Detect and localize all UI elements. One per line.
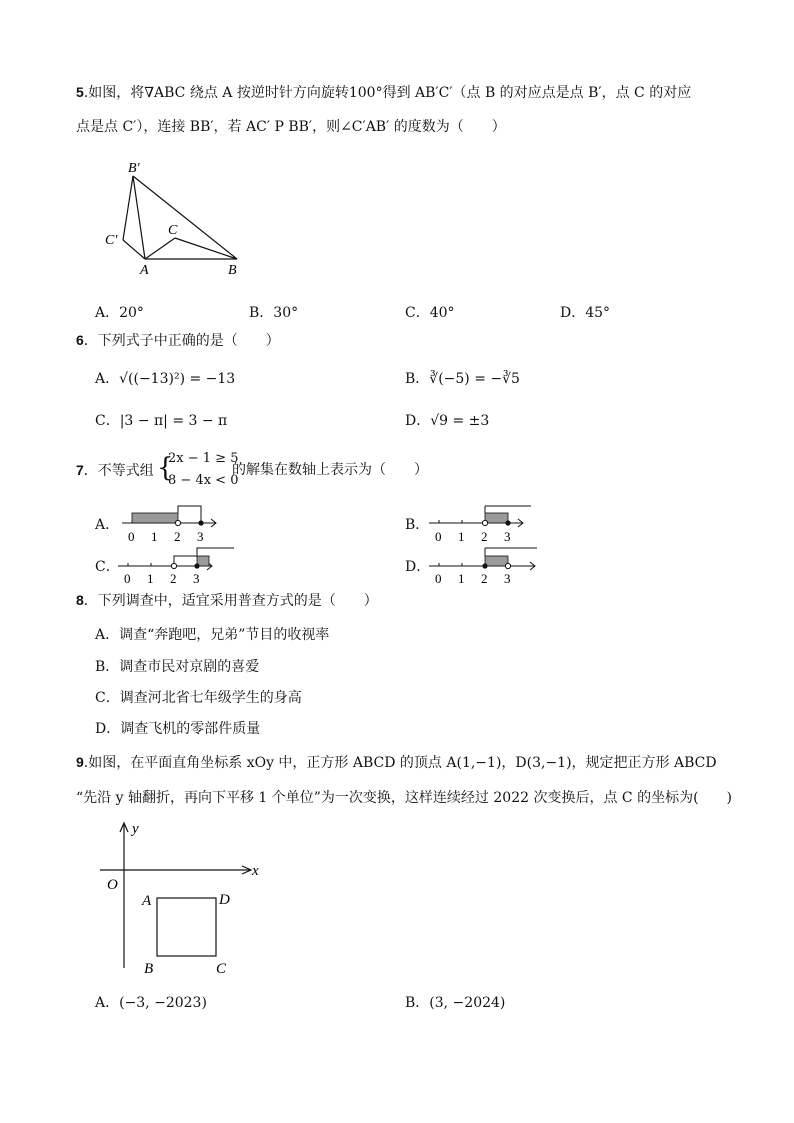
svg-text:1: 1 xyxy=(147,571,154,586)
svg-text:3: 3 xyxy=(504,529,511,544)
q7-option-b[interactable]: B． xyxy=(405,517,430,533)
q7-number: 7 xyxy=(76,462,84,478)
svg-text:0: 0 xyxy=(435,571,442,586)
q6-number: 6 xyxy=(76,332,84,348)
svg-text:3: 3 xyxy=(504,571,511,586)
q9-line2: “先沿 y 轴翻折，再向下平移 1 个单位”为一次变换，这样连续经过 2022 次变换后，点 C 的坐标为( ) xyxy=(76,790,732,806)
q6-stem xyxy=(76,330,280,351)
q8-option-b[interactable]: B．调查市民对京剧的喜爱 xyxy=(95,659,260,675)
label-c: C xyxy=(168,223,178,238)
q8-option-a[interactable]: A．调查“奔跑吧，兄弟”节目的收视率 xyxy=(95,627,330,643)
svg-text:2: 2 xyxy=(170,571,177,586)
svg-text:0: 0 xyxy=(124,571,131,586)
q7-brace-icon: { xyxy=(157,453,174,483)
svg-text:0: 0 xyxy=(128,529,135,544)
q5-text-line1: .如图，将∇ABC 绕点 A 按逆时针方向旋转100°得到 AB′C′（点 B 的对应点是点 B′，点 C 的对应 xyxy=(83,85,692,101)
q6-option-b[interactable]: B．∛(−5) = −∛5 xyxy=(405,371,520,387)
q5-line1 xyxy=(76,82,691,103)
q7-option-a[interactable]: A． xyxy=(95,517,120,533)
q8-number: 8 xyxy=(76,592,84,608)
q7-stem-suffix: 的解集在数轴上表示为（ ） xyxy=(232,462,428,478)
q5-line2: 点是点 C′），连接 BB′，若 AC′ P BB′，则∠C′AB′ 的度数为（ ） xyxy=(76,119,506,135)
svg-text:0: 0 xyxy=(435,529,442,544)
q5-option-b[interactable]: B．30° xyxy=(249,305,299,321)
q7-option-d[interactable]: D． xyxy=(405,559,431,575)
svg-text:3: 3 xyxy=(197,529,204,544)
label-o: O xyxy=(107,877,118,893)
label-a: A xyxy=(142,893,152,909)
q9-line1 xyxy=(76,752,717,773)
label-c-prime: C′ xyxy=(105,233,118,248)
q7-ineq2: 8 − 4x < 0 xyxy=(168,473,239,488)
q7-numberline-b xyxy=(425,503,535,545)
q9-coordinate-figure xyxy=(100,818,270,978)
label-d: D xyxy=(219,892,230,908)
q5-option-d[interactable]: D．45° xyxy=(560,305,611,321)
q8-stem-text: ．下列调查中，适宜采用普查方式的是（ ） xyxy=(83,593,378,609)
segment-b1-c1 xyxy=(123,176,133,240)
svg-text:1: 1 xyxy=(458,571,465,586)
q5-triangle-figure xyxy=(95,152,255,282)
segment-c-b xyxy=(175,238,237,259)
q8-stem xyxy=(76,590,378,611)
segment-b1-b xyxy=(133,176,237,259)
q7-ineq1: 2x − 1 ≥ 5 xyxy=(168,451,239,466)
q5-number: 5 xyxy=(76,84,84,100)
q6-stem-text: ．下列式子中正确的是（ ） xyxy=(83,333,280,349)
square-abcd xyxy=(157,898,216,956)
q5-option-c[interactable]: C．40° xyxy=(405,305,455,321)
label-b-prime: B′ xyxy=(128,161,140,176)
svg-text:2: 2 xyxy=(481,571,488,586)
label-x: x xyxy=(252,863,259,879)
q7-option-c[interactable]: C． xyxy=(95,559,120,575)
q5-option-a[interactable]: A．20° xyxy=(95,305,144,321)
label-b: B xyxy=(144,961,154,977)
svg-text:1: 1 xyxy=(458,529,465,544)
q7-numberline-a xyxy=(118,503,222,545)
label-c: C xyxy=(216,961,227,977)
q7-stem-prefix xyxy=(76,460,154,481)
q9-text-line1: .如图，在平面直角坐标系 xOy 中，正方形 ABCD 的顶点 A(1,−1)，D(3,−1)，规定把正方形 ABCD xyxy=(83,755,717,771)
segment-c1-a xyxy=(123,240,145,259)
q6-option-a[interactable]: A．√((−13)²) = −13 xyxy=(95,371,236,387)
q9-option-a[interactable]: A．(−3, −2023) xyxy=(95,995,207,1011)
label-a: A xyxy=(140,263,149,278)
q7-numberline-c xyxy=(114,544,238,586)
svg-text:2: 2 xyxy=(481,529,488,544)
svg-text:3: 3 xyxy=(193,571,200,586)
q8-option-d[interactable]: D．调查飞机的零部件质量 xyxy=(95,721,261,737)
segment-b1-a xyxy=(133,176,145,259)
label-b: B xyxy=(228,263,237,278)
q6-option-d[interactable]: D．√9 = ±3 xyxy=(405,413,490,429)
segment-a-c xyxy=(145,238,175,259)
q8-option-c[interactable]: C．调查河北省七年级学生的身高 xyxy=(95,690,302,706)
q9-option-b[interactable]: B．(3, −2024) xyxy=(405,995,506,1011)
q9-number: 9 xyxy=(76,754,84,770)
svg-text:1: 1 xyxy=(151,529,158,544)
svg-text:2: 2 xyxy=(174,529,181,544)
q6-option-c[interactable]: C．|3 − π| = 3 − π xyxy=(95,413,228,429)
label-y: y xyxy=(132,821,139,837)
q7-numberline-d xyxy=(425,544,541,586)
q7-prefix-text: ．不等式组 xyxy=(83,463,154,479)
